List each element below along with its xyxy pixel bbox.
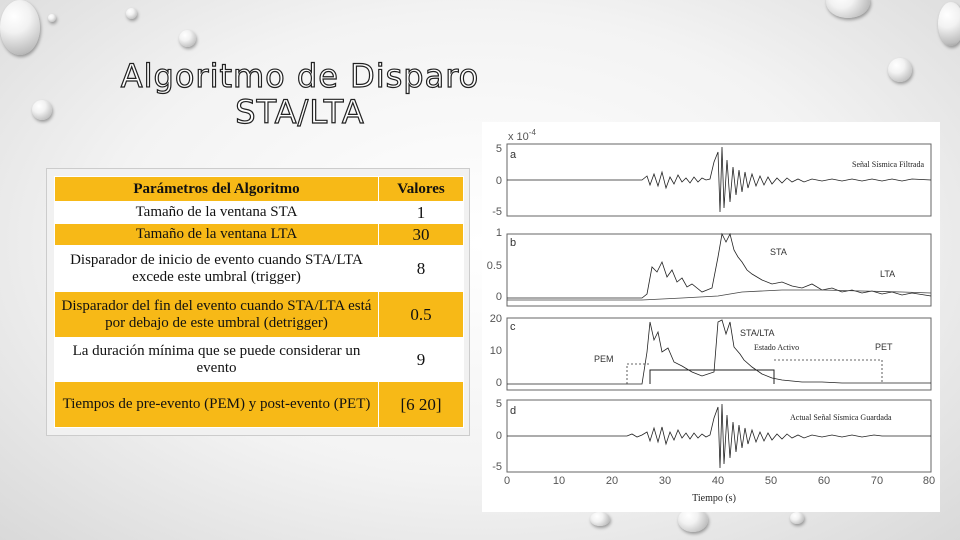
- table-header-param: Parámetros del Algoritmo: [55, 177, 379, 202]
- panel-a-label: Señal Sísmica Filtrada: [852, 160, 924, 169]
- xtick: 30: [658, 475, 672, 487]
- ytick-d-top: 5: [495, 398, 502, 410]
- panel-c-pem-label: PEM: [594, 354, 614, 364]
- ytick-c-bottom: 0: [495, 377, 502, 389]
- panel-c-frame: [507, 318, 931, 390]
- table-row: [55, 202, 464, 224]
- row-value: 30: [379, 224, 464, 246]
- parameters-table: [54, 176, 464, 428]
- panel-b-frame: [507, 234, 931, 306]
- panel-d-label: Actual Señal Sísmica Guardada: [790, 413, 892, 422]
- water-drop-decoration: [790, 512, 804, 524]
- panel-c-letter: c: [510, 321, 516, 333]
- table-row: [55, 224, 464, 246]
- title-line-2: STA/LTA: [235, 93, 365, 131]
- ytick-a-top: 5: [495, 143, 502, 155]
- panel-c-state-label: Estado Activo: [754, 343, 800, 352]
- xtick: 50: [764, 475, 778, 487]
- panel-b-letter: b: [510, 237, 517, 249]
- panel-d-letter: d: [510, 405, 517, 417]
- row-value: 1: [379, 202, 464, 224]
- water-drop-decoration: [32, 100, 52, 120]
- xtick: 0: [503, 475, 511, 487]
- row-param: Tamaño de la ventana STA: [55, 202, 379, 224]
- xtick: 60: [817, 475, 831, 487]
- row-param: Disparador del fin del evento cuando STA/LTA está por debajo de este umbral (detrigger): [55, 292, 379, 338]
- xtick: 20: [605, 475, 619, 487]
- ytick-d-bottom: -5: [492, 461, 502, 473]
- xtick: 40: [711, 475, 725, 487]
- row-param: Disparador de inicio de evento cuando STA/LTA excede este umbral (trigger): [55, 246, 379, 292]
- water-drop-decoration: [590, 512, 610, 526]
- panel-b-sta-label: STA: [770, 247, 787, 257]
- ytick-d-mid: 0: [495, 430, 502, 442]
- row-value: 0.5: [379, 292, 464, 338]
- ytick-c-mid: 10: [489, 345, 502, 357]
- water-drop-decoration: [938, 2, 960, 46]
- row-param: Tamaño de la ventana LTA: [55, 224, 379, 246]
- panel-a-letter: a: [510, 149, 517, 161]
- row-value: 8: [379, 246, 464, 292]
- table-row: [55, 382, 464, 428]
- panel-c-ratio-label: STA/LTA: [740, 328, 775, 338]
- water-drop-decoration: [179, 30, 196, 47]
- ytick-a-bottom: -5: [492, 206, 502, 218]
- parameters-table-panel: [46, 168, 470, 436]
- table-header-value: Valores: [379, 177, 464, 202]
- panel-b-lta-label: LTA: [880, 269, 896, 279]
- water-drop-decoration: [126, 8, 137, 19]
- ytick-a-mid: 0: [495, 175, 502, 187]
- water-drop-decoration: [0, 0, 40, 55]
- slide-title: [100, 58, 500, 130]
- water-drop-decoration: [826, 0, 870, 18]
- row-param: Tiempos de pre-evento (PEM) y post-evento (PET): [55, 382, 379, 428]
- title-line-1: Algoritmo de Disparo: [120, 57, 480, 95]
- ytick-b-mid: 0.5: [486, 260, 502, 272]
- sta-lta-figure: [482, 122, 940, 512]
- water-drop-decoration: [888, 58, 912, 82]
- xtick: 80: [922, 475, 936, 487]
- table-row: [55, 246, 464, 292]
- row-param: La duración mínima que se puede considerar un evento: [55, 338, 379, 382]
- panel-c-pet-label: PET: [875, 342, 893, 352]
- exponent-label: x $10^{-4}$: [508, 128, 536, 143]
- row-value: [6 20]: [379, 382, 464, 428]
- ytick-b-bottom: 0: [495, 291, 502, 303]
- xtick: 10: [552, 475, 566, 487]
- row-value: 9: [379, 338, 464, 382]
- ytick-c-top: 20: [489, 313, 502, 325]
- ytick-b-top: 1: [495, 227, 502, 239]
- xtick: 70: [870, 475, 884, 487]
- table-row: [55, 292, 464, 338]
- x-axis-label: Tiempo (s): [692, 493, 736, 504]
- water-drop-decoration: [48, 14, 56, 22]
- table-row: [55, 338, 464, 382]
